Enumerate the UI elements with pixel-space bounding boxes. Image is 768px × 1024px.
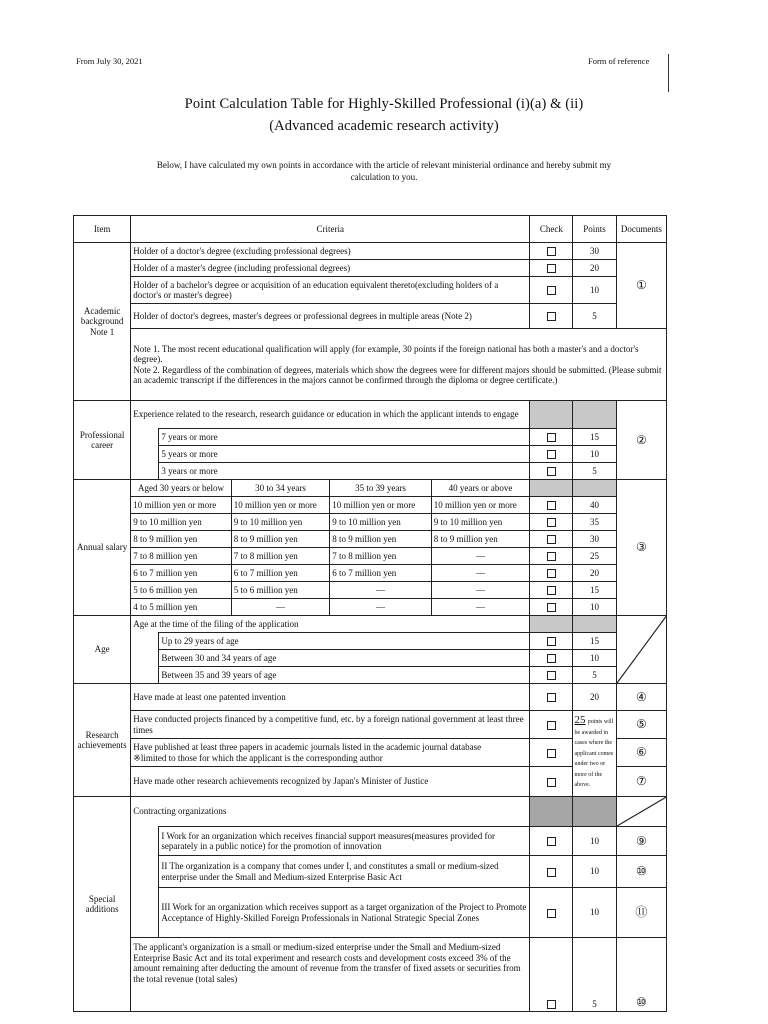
salary-points-4: 25 (573, 548, 616, 565)
salary-cell: 8 to 9 million yen (131, 531, 232, 548)
academic-criteria-3: Holder of a bachelor's degree or acquisition of an education equivalent thereto(excluding holders of a doctor's or master's degree) (131, 277, 530, 304)
academic-note-2: Note 2. Regardless of the combination of degrees, materials which show the degrees were for different majors should be submitted. (Please submit an academic transcript if the differences in the majors cannot be confirmed through the diploma or degree certificate.) (133, 364, 662, 385)
salary-cell: 5 to 6 million yen (131, 582, 232, 599)
salary-checkbox-1[interactable] (547, 501, 556, 510)
research-checkbox-4[interactable] (547, 778, 556, 787)
table-row (74, 667, 667, 684)
research-doc-4: ⑦ (616, 767, 666, 797)
academic-criteria-2: Holder of a master's degree (including professional degrees) (131, 260, 530, 277)
salary-cell: 9 to 10 million yen (431, 514, 529, 531)
age-criteria-1: Up to 29 years of age (159, 633, 530, 650)
research-item-label: Research achievements (74, 684, 131, 797)
salary-checkbox-7[interactable] (547, 603, 556, 612)
age-checkbox-1[interactable] (547, 637, 556, 646)
salary-checkbox-3[interactable] (547, 535, 556, 544)
table-row (74, 480, 667, 497)
career-criteria-3: 3 years or more (159, 463, 530, 480)
special-doc-1: ⑨ (616, 827, 666, 856)
academic-points-3: 10 (573, 277, 616, 304)
header-criteria: Criteria (131, 216, 530, 243)
academic-checkbox-2[interactable] (547, 264, 556, 273)
academic-criteria-1: Holder of a doctor's degree (excluding professional degrees) (131, 243, 530, 260)
special-checkbox-2[interactable] (547, 868, 556, 877)
salary-cell: 10 million yen or more (131, 497, 232, 514)
research-criteria-3: Have published at least three papers in academic journals listed in the academic journal database (133, 742, 482, 752)
career-checkbox-2[interactable] (547, 450, 556, 459)
salary-age-header-1: Aged 30 years or below (131, 480, 232, 497)
table-row (74, 497, 667, 514)
academic-note-1: Note 1. The most recent educational qualification will apply (for example, 30 points if the foreign national has both a master's and a doctor's degree). (133, 343, 639, 364)
salary-cell: 8 to 9 million yen (330, 531, 432, 548)
research-criteria-1: Have made at least one patented invention (131, 684, 530, 711)
salary-cell: 9 to 10 million yen (231, 514, 329, 531)
age-points-1: 15 (573, 633, 616, 650)
research-doc-1: ④ (616, 684, 666, 711)
research-points-note: points will be awarded in cases where the applicant comes under two or more of the above. (574, 719, 614, 788)
salary-points-6: 15 (573, 582, 616, 599)
table-row (74, 888, 667, 938)
age-checkbox-3[interactable] (547, 671, 556, 680)
header-documents: Documents (616, 216, 666, 243)
header-divider (668, 54, 669, 92)
salary-cell: 10 million yen or more (431, 497, 529, 514)
salary-age-header-4: 40 years or above (431, 480, 529, 497)
salary-checkbox-5[interactable] (547, 569, 556, 578)
table-row (74, 711, 667, 739)
table-row (74, 463, 667, 480)
special-points-4: 5 (573, 938, 616, 1012)
salary-cell: 9 to 10 million yen (330, 514, 432, 531)
research-checkbox-3[interactable] (547, 749, 556, 758)
salary-item-label: Annual salary (74, 480, 131, 616)
academic-criteria-4: Holder of doctor's degrees, master's degrees or professional degrees in multiple areas (Note 2) (131, 304, 530, 329)
table-row (74, 827, 667, 856)
academic-checkbox-4[interactable] (547, 312, 556, 321)
salary-cell: 7 to 8 million yen (231, 548, 329, 565)
salary-cell: — (231, 599, 329, 616)
research-criteria-2: Have conducted projects financed by a competitive fund, etc. by a foreign national government at least three times (131, 711, 530, 739)
table-header-row (74, 216, 667, 243)
table-row (74, 260, 667, 277)
table-row (74, 616, 667, 633)
table-row (74, 329, 667, 401)
salary-cell: 7 to 8 million yen (131, 548, 232, 565)
salary-cell: 6 to 7 million yen (231, 565, 329, 582)
special-criteria-3: III Work for an organization which receives support as a target organization of the Project to Promote Acceptance of Highly-Skilled Foreign Professionals in National Strategic Special Zones (159, 888, 530, 938)
salary-cell: — (431, 565, 529, 582)
table-row (74, 633, 667, 650)
research-doc-3: ⑥ (616, 739, 666, 767)
header-points: Points (573, 216, 616, 243)
age-criteria-2: Between 30 and 34 years of age (159, 650, 530, 667)
table-row (74, 277, 667, 304)
salary-points-2: 35 (573, 514, 616, 531)
table-row (74, 304, 667, 329)
salary-age-header-2: 30 to 34 years (231, 480, 329, 497)
salary-cell: 10 million yen or more (330, 497, 432, 514)
research-checkbox-2[interactable] (547, 721, 556, 730)
special-checkbox-1[interactable] (547, 837, 556, 846)
table-row (74, 401, 667, 429)
age-criteria-3: Between 35 and 39 years of age (159, 667, 530, 684)
research-points-25: 25 (574, 714, 586, 726)
special-checkbox-4[interactable] (547, 1000, 556, 1009)
table-row (74, 797, 667, 827)
research-criteria-3-note: ※limited to those for which the applicant is the corresponding author (133, 752, 383, 763)
salary-cell: 6 to 7 million yen (330, 565, 432, 582)
table-row (74, 650, 667, 667)
special-points-1: 10 (573, 827, 616, 856)
special-doc-none (616, 797, 666, 827)
academic-checkbox-3[interactable] (547, 286, 556, 295)
special-intro: Contracting organizations (131, 797, 530, 827)
special-criteria-1: I Work for an organization which receives financial support measures(measures provided for separately in a public notice) for the promotion of innovation (159, 827, 530, 856)
table-row (74, 531, 667, 548)
salary-points-1: 40 (573, 497, 616, 514)
table-row (74, 599, 667, 616)
table-row (74, 429, 667, 446)
special-doc-3: ⑪ (616, 888, 666, 938)
table-row (74, 548, 667, 565)
research-criteria-4: Have made other research achievements recognized by Japan's Minister of Justice (131, 767, 530, 797)
table-row (74, 514, 667, 531)
special-criteria-2: II The organization is a company that comes under I, and constitutes a small or medium-sized enterprise under the Small and Medium-sized Enterprise Basic Act (159, 856, 530, 888)
academic-points-4: 5 (573, 304, 616, 329)
salary-cell: — (330, 599, 432, 616)
career-criteria-1: 7 years or more (159, 429, 530, 446)
effective-date: From July 30, 2021 (76, 56, 143, 66)
age-checkbox-2[interactable] (547, 654, 556, 663)
career-checkbox-1[interactable] (547, 433, 556, 442)
salary-cell: 6 to 7 million yen (131, 565, 232, 582)
salary-points-7: 10 (573, 599, 616, 616)
research-points-1: 20 (573, 684, 616, 711)
salary-cell: — (431, 599, 529, 616)
career-points-2: 10 (573, 446, 616, 463)
salary-cell: 9 to 10 million yen (131, 514, 232, 531)
academic-points-2: 20 (573, 260, 616, 277)
salary-cell: 7 to 8 million yen (330, 548, 432, 565)
special-points-3: 10 (573, 888, 616, 938)
age-doc-none (616, 616, 666, 684)
salary-cell: 10 million yen or more (231, 497, 329, 514)
point-calculation-table (73, 215, 667, 1012)
special-doc-2: ⑩ (616, 856, 666, 888)
salary-doc: ③ (616, 480, 666, 616)
special-points-2: 10 (573, 856, 616, 888)
age-points-3: 5 (573, 667, 616, 684)
salary-cell: — (431, 548, 529, 565)
salary-cell: 4 to 5 million yen (131, 599, 232, 616)
salary-cell: 8 to 9 million yen (431, 531, 529, 548)
page-title: Point Calculation Table for Highly-Skilled Professional (i)(a) & (ii) (184, 96, 584, 112)
intro-line-1: Below, I have calculated my own points in accordance with the article of relevant ministerial ordinance and hereby submit my (156, 160, 612, 170)
salary-cell: 8 to 9 million yen (231, 531, 329, 548)
header-item: Item (74, 216, 131, 243)
salary-cell: — (431, 582, 529, 599)
career-points-3: 5 (573, 463, 616, 480)
salary-age-header-3: 35 to 39 years (330, 480, 432, 497)
academic-doc: ① (616, 243, 666, 329)
diagonal-line (617, 797, 666, 826)
table-row (74, 446, 667, 463)
diagonal-line (617, 616, 666, 683)
age-points-2: 10 (573, 650, 616, 667)
age-item-label: Age (74, 616, 131, 684)
academic-checkbox-1[interactable] (547, 247, 556, 256)
salary-points-5: 20 (573, 565, 616, 582)
table-row (74, 938, 667, 1012)
form-label: Form of reference (588, 56, 650, 66)
academic-item-label: Academic background Note 1 (74, 243, 131, 401)
academic-points-1: 30 (573, 243, 616, 260)
table-row (74, 856, 667, 888)
header-check: Check (530, 216, 573, 243)
table-row (74, 565, 667, 582)
intro-line-2: calculation to you. (350, 172, 418, 182)
career-intro: Experience related to the research, research guidance or education in which the applicant intends to engage (131, 401, 530, 429)
page-subtitle: (Advanced academic research activity) (269, 118, 499, 134)
salary-checkbox-6[interactable] (547, 586, 556, 595)
career-item-label: Professional career (74, 401, 131, 480)
career-criteria-2: 5 years or more (159, 446, 530, 463)
salary-cell: 5 to 6 million yen (231, 582, 329, 599)
special-doc-4: ⑩ (616, 938, 666, 1012)
career-points-1: 15 (573, 429, 616, 446)
salary-checkbox-4[interactable] (547, 552, 556, 561)
special-item-label: Special additions (74, 797, 131, 1012)
salary-cell: — (330, 582, 432, 599)
table-row (74, 243, 667, 260)
table-row (74, 582, 667, 599)
research-doc-2: ⑤ (616, 711, 666, 739)
career-doc: ② (616, 401, 666, 480)
salary-points-3: 30 (573, 531, 616, 548)
salary-checkbox-2[interactable] (547, 518, 556, 527)
special-criteria-4: The applicant's organization is a small or medium-sized enterprise under the Small and Medium-sized Enterprise Basic Act and its total experiment and research costs and development costs exceed 3% of the amount remaining after deducting the amount of revenue from the transfer of fixed assets or securities from the total revenue (total sales) (131, 938, 530, 1012)
research-checkbox-1[interactable] (547, 693, 556, 702)
table-row (74, 684, 667, 711)
age-intro: Age at the time of the filing of the application (131, 616, 530, 633)
special-checkbox-3[interactable] (547, 909, 556, 918)
career-checkbox-3[interactable] (547, 467, 556, 476)
